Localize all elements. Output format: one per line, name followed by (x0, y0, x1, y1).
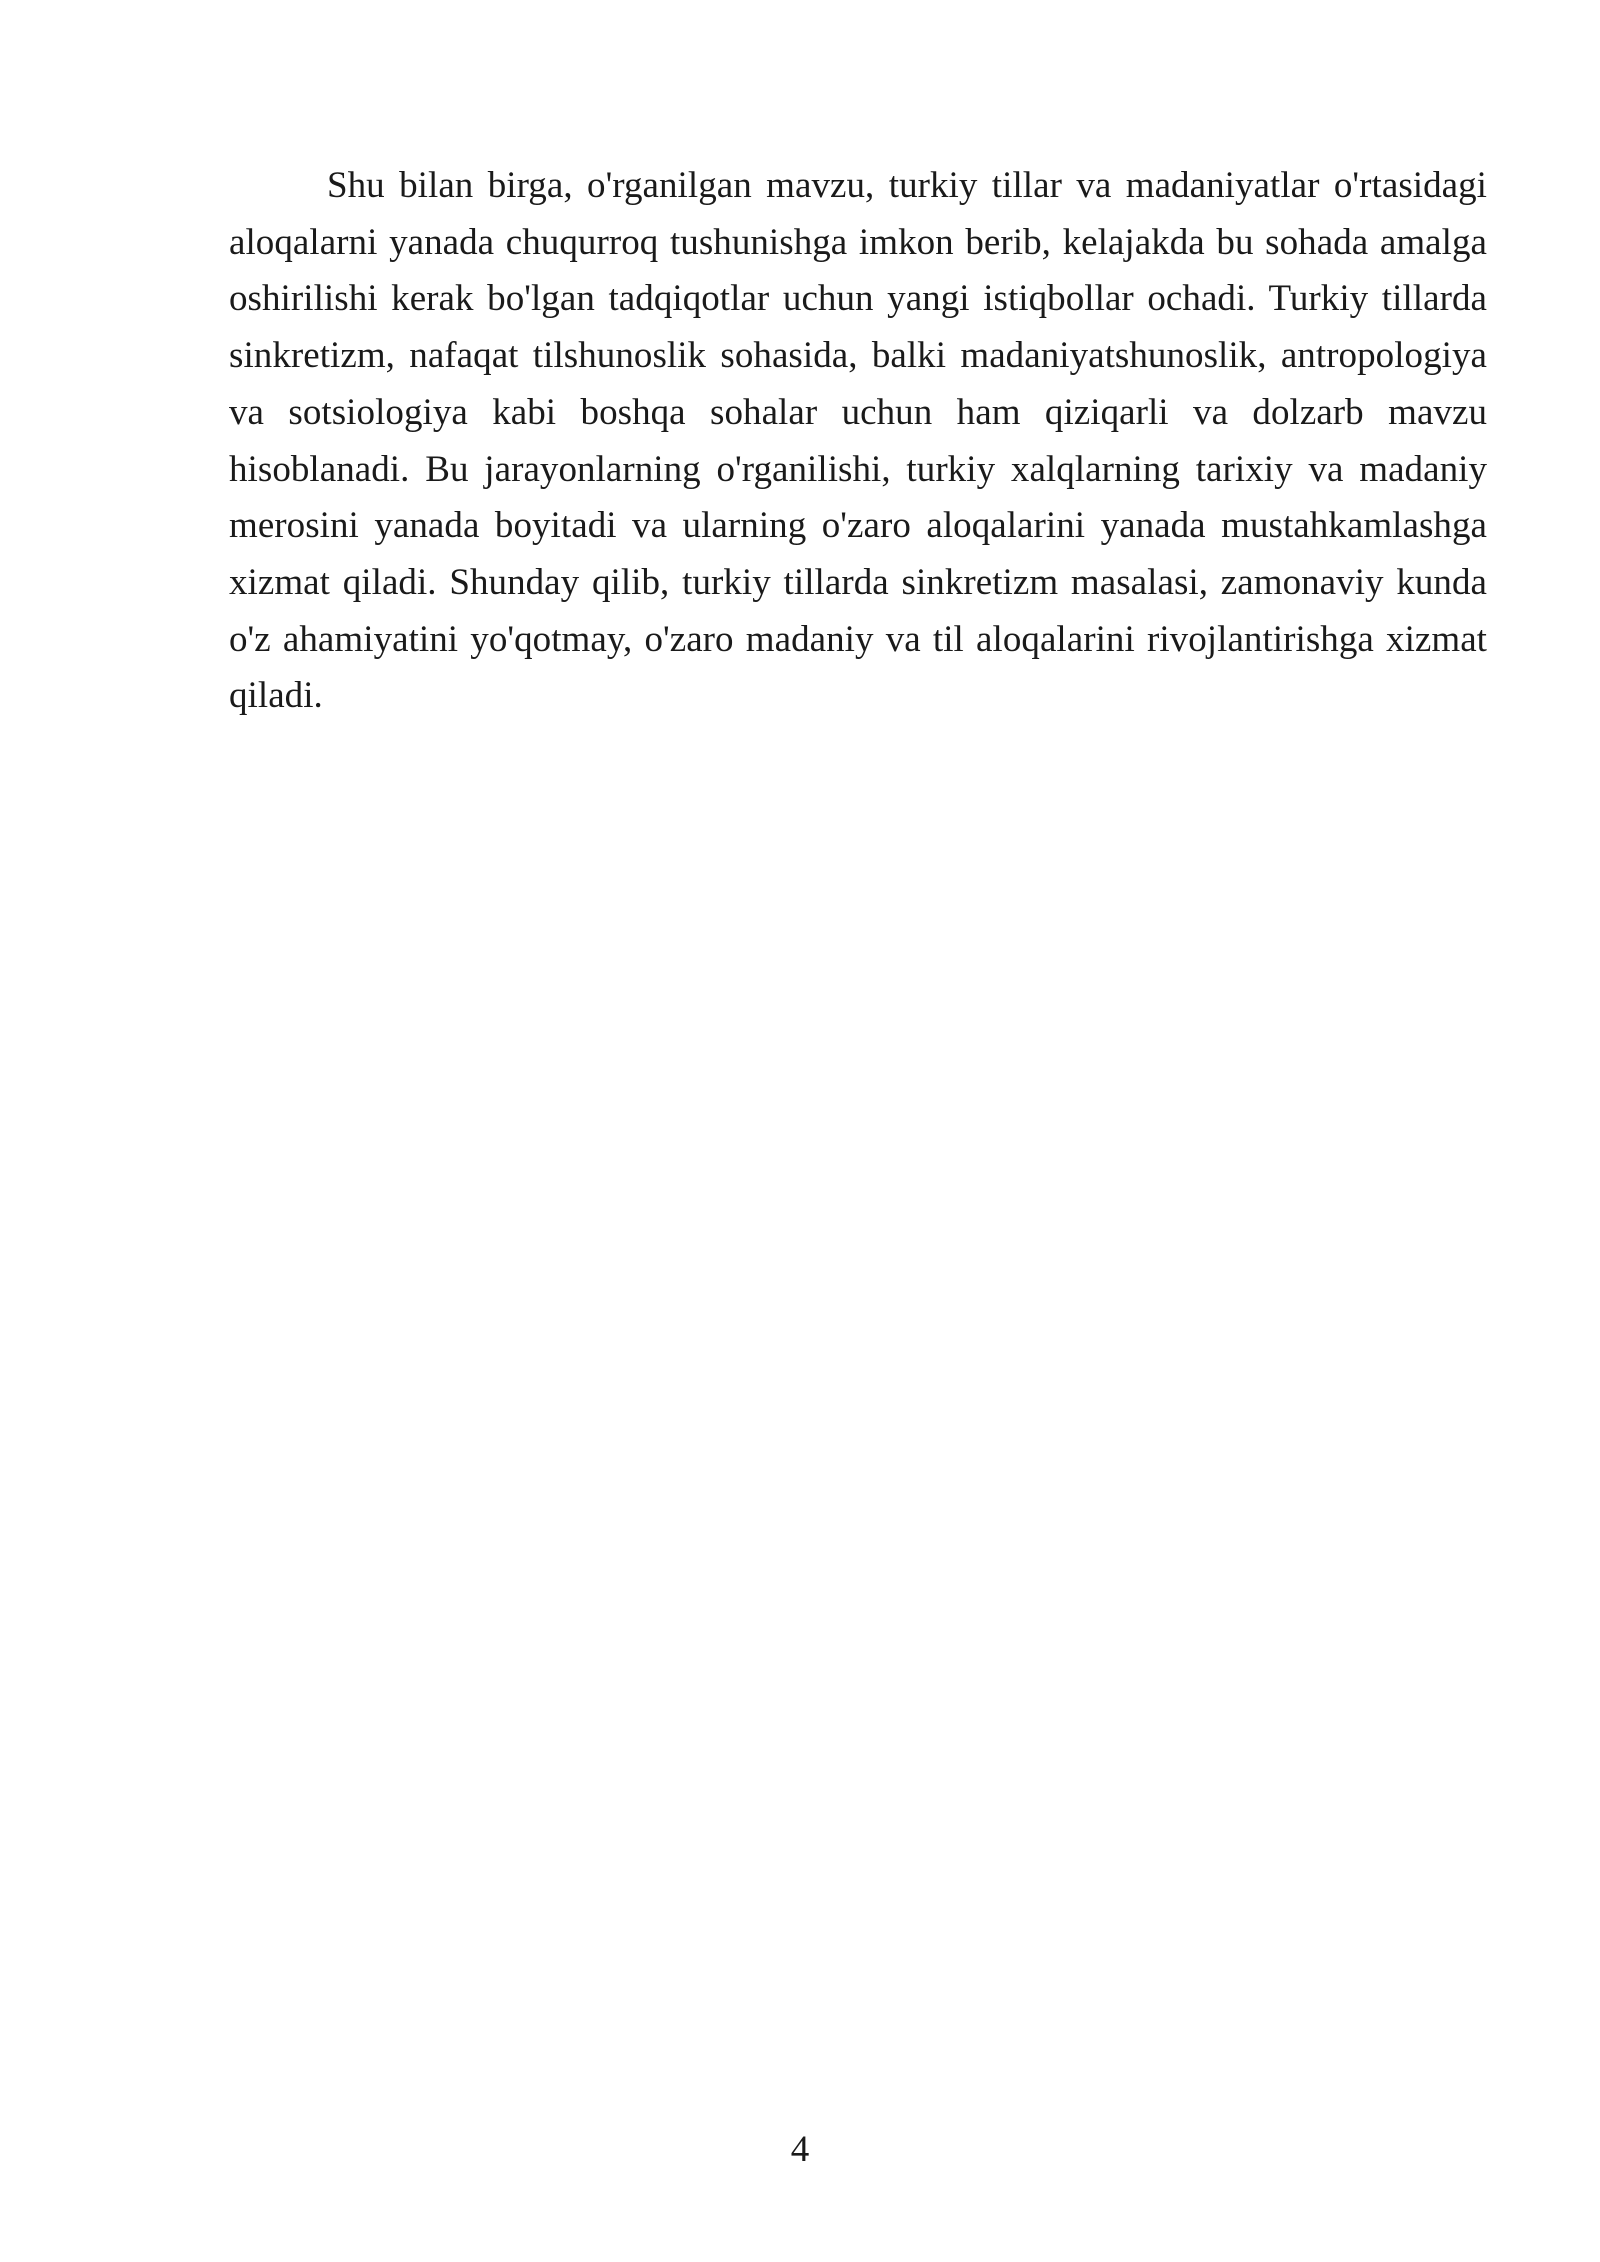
page-number: 4 (790, 2129, 810, 2170)
body-paragraph: Shu bilan birga, o'rganilgan mavzu, turkiy tillar va madaniyatlar o'rtasidagi aloqalarni yanada chuqurroq tushunishga imkon berib, kelajakda bu sohada amalga oshirilishi kerak bo'lgan tadqiqotlar uchun yangi istiqbollar ochadi. Turkiy tillarda sinkretizm, nafaqat tilshunoslik sohasida, balki madaniyatshunoslik, antropologiya va sotsiologiya kabi boshqa sohalar uchun ham qiziqarli va dolzarb mavzu hisoblanadi. Bu jarayonlarning o'rganilishi, turkiy xalqlarning tarixiy va madaniy merosini yanada boyitadi va ularning o'zaro aloqalarini yanada mustahkamlashga xizmat qiladi. Shunday qilib, turkiy tillarda sinkretizm masalasi, zamonaviy kunda o'z ahamiyatini yo'qotmay, o'zaro madaniy va til aloqalarini rivojlantirishga xizmat qiladi. (229, 165, 1487, 717)
